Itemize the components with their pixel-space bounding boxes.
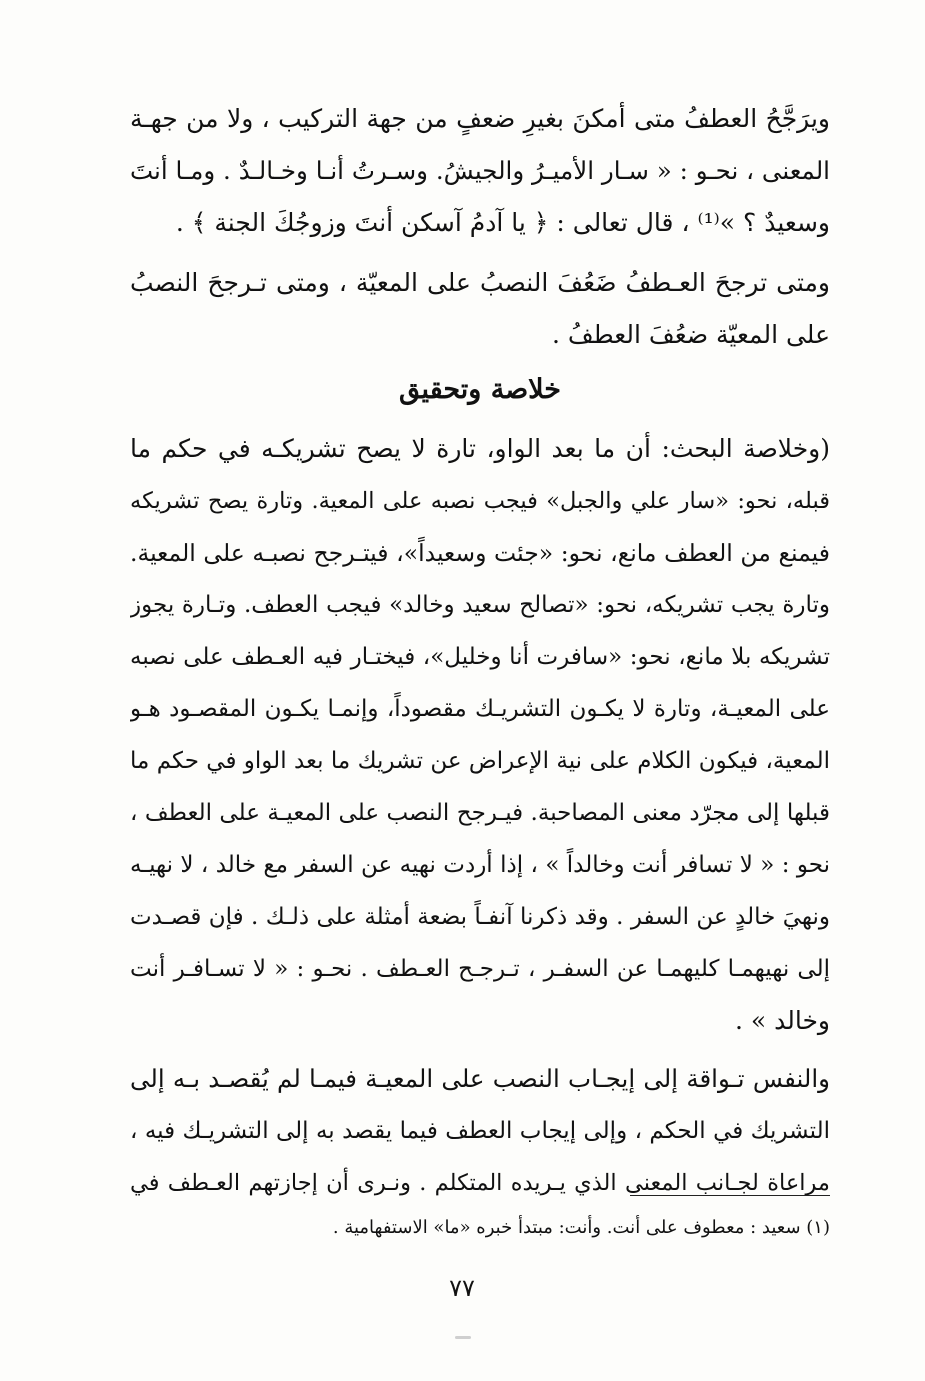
- footnote-separator: [630, 1195, 830, 1196]
- footnote: (١) سعيد : معطوف على أنت. وأنت: مبتدأ خبره «ما» الاستفهامية .: [332, 1217, 830, 1238]
- paragraph-line: فيمنع من العطف مانع، نحو: «جئت وسعيداً»، فيتـرجح نصبـه على المعية.: [130, 539, 830, 567]
- paragraph-line: وخالد » .: [734, 1006, 830, 1035]
- paragraph-line: ويرَجَّحُ العطفُ متى أمكنَ بغيرِ ضعفٍ من جهة التركيب ، ولا من جهـة: [130, 104, 830, 133]
- paragraph-line: مراعاة لجـانب المعنى الذي يـريده المتكلم . ونـرى أن إجازتهم العـطف في: [130, 1170, 830, 1196]
- paragraph-line: قبلها إلى مجرّد معنى المصاحبة. فيـرجح النصب على المعيـة على العطف ،: [130, 800, 830, 826]
- section-heading: خلاصة وتحقيق: [399, 374, 561, 405]
- paragraph-line: إلى نهيهمـا كليهمـا عن السفـر ، تـرجـح العـطف . نحـو : « لا تسـافـر أنت: [130, 956, 830, 982]
- paragraph-line: وسعيدٌ ؟ »⁽¹⁾ ، قال تعالى : ﴿ يا آدمُ آسكن أنتَ وزوجُكَ الجنة ﴾ .: [175, 208, 830, 237]
- paragraph-line: وتارة يجب تشريكه، نحو: «تصالح سعيد وخالد» فيجب العطف. وتـارة يجوز: [130, 592, 830, 618]
- paragraph-line: تشريكه بلا مانع، نحو: «سافرت أنا وخليل»، فيختـار فيه العـطف على نصبه: [130, 644, 830, 670]
- paragraph-line: على المعيـة، وتارة لا يكـون التشريـك مقصوداً، وإنمـا يكـون المقصـود هـو: [130, 696, 830, 722]
- paragraph-line: نحو : « لا تسافر أنت وخالداً » ، إذا أردت نهيه عن السفر مع خالد ، لا نهيـه: [130, 852, 830, 878]
- paragraph-line: ونهيَ خالدٍ عن السفر . وقد ذكرنا آنفـاً بضعة أمثلة على ذلـك . فإن قصـدت: [130, 904, 830, 930]
- paragraph-line: والنفس تـواقة إلى إيجـاب النصب على المعيـة فيمـا لم يُقصـد بـه إلى: [130, 1064, 830, 1093]
- paragraph-line: (وخلاصة البحث: أن ما بعد الواو، تارة لا يصح تشريكـه في حكم ما: [130, 434, 830, 463]
- paragraph-line: المعنى ، نحـو : « سـار الأميـرُ والجيشُ. وسـرتُ أنـا وخـالـدٌ . ومـا أنتَ: [130, 156, 830, 185]
- page-number: ٧٧: [449, 1274, 475, 1302]
- paragraph-line: ومتى ترجحَ العـطفُ ضَعُفَ النصبُ على المعيّة ، ومتى تـرجحَ النصبُ: [130, 268, 830, 297]
- scan-mark: [455, 1336, 471, 1339]
- paragraph-line: المعية، فيكون الكلام على نية الإعراض عن تشريك ما بعد الواو في حكم ما: [130, 748, 830, 774]
- paragraph-line: التشريك في الحكم ، وإلى إيجاب العطف فيما يقصد به إلى التشريـك فيه ،: [130, 1118, 830, 1144]
- paragraph-line: قبله، نحو: «سار علي والجبل» فيجب نصبه على المعية. وتارة يصح تشريكه: [130, 488, 830, 514]
- paragraph-line: على المعيّة ضعُفَ العطفُ .: [552, 320, 830, 349]
